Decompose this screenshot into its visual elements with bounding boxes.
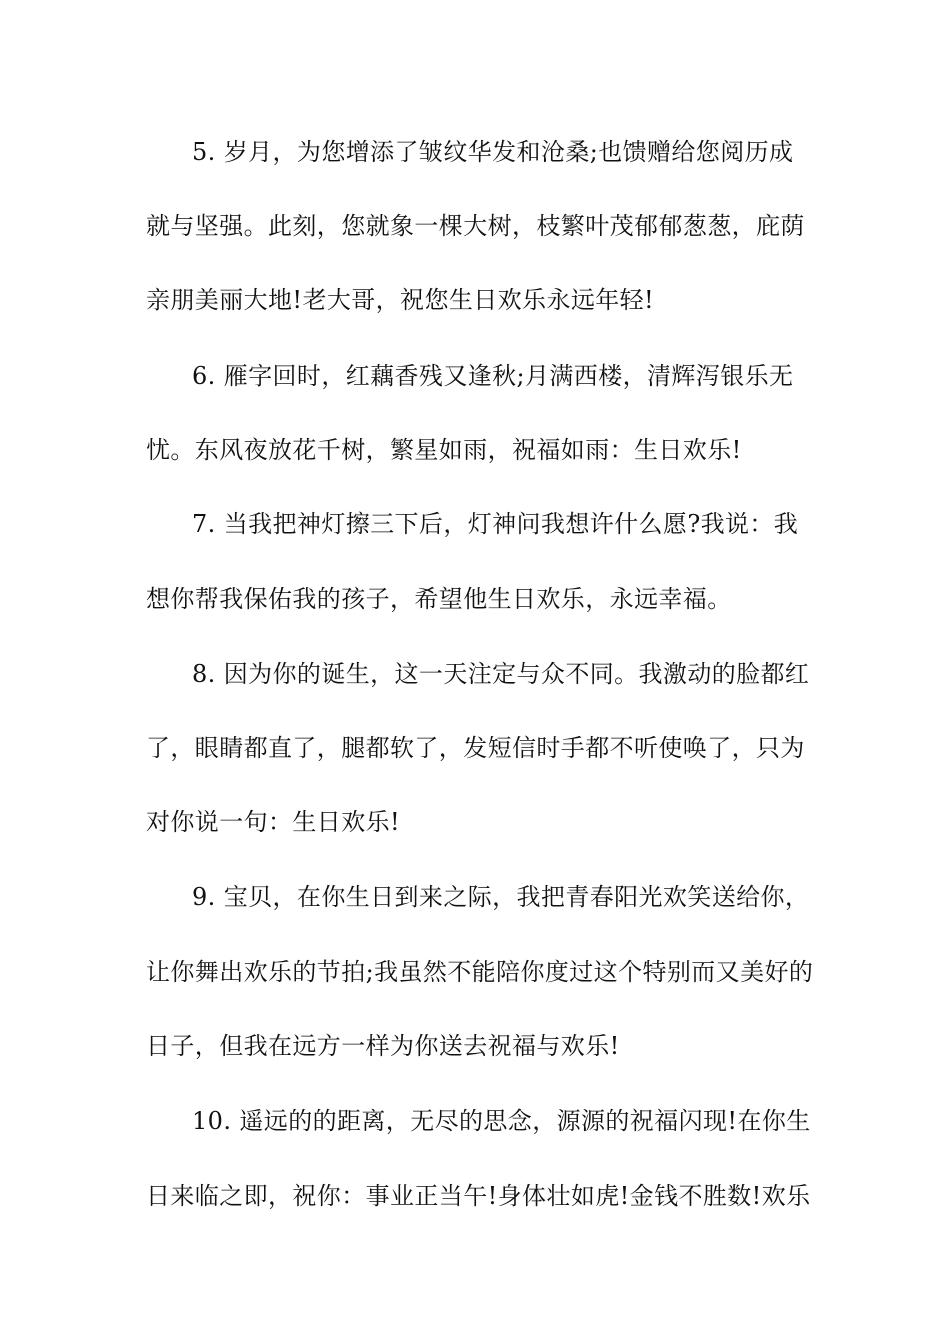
item-7-line-1: 7. 当我把神灯擦三下后，灯神问我想许什么愿?我说：我 (192, 510, 799, 538)
item-9-line-3: 日子，但我在远方一样为你送去祝福与欢乐! (146, 1032, 620, 1060)
item-6-line-2: 忧。东风夜放花千树，繁星如雨，祝福如雨：生日欢乐! (146, 436, 742, 464)
item-9-line-1: 9. 宝贝，在你生日到来之际，我把青春阳光欢笑送给你， (192, 883, 810, 911)
item-5-line-1: 5. 岁月，为您增添了皱纹华发和沧桑;也馈赠给您阅历成 (192, 138, 794, 166)
item-6-line-1: 6. 雁字回时，红藕香残又逢秋;月满西楼，清辉泻银乐无 (192, 362, 794, 390)
item-8-line-3: 对你说一句：生日欢乐! (146, 808, 401, 836)
item-10-line-1: 10. 遥远的的距离，无尽的思念，源源的祝福闪现!在你生 (192, 1107, 811, 1135)
item-10-line-2: 日来临之即，祝你：事业正当午!身体壮如虎!金钱不胜数!欢乐 (146, 1182, 811, 1210)
item-9-line-2: 让你舞出欢乐的节拍;我虽然不能陪你度过这个特别而又美好的 (146, 958, 814, 986)
item-8-line-2: 了，眼睛都直了，腿都软了，发短信时手都不听使唤了，只为 (146, 734, 805, 762)
item-5-line-2: 就与坚强。此刻，您就象一棵大树，枝繁叶茂郁郁葱葱，庇荫 (146, 212, 805, 240)
item-5-line-3: 亲朋美丽大地!老大哥，祝您生日欢乐永远年轻! (146, 286, 655, 314)
item-7-line-2: 想你帮我保佑我的孩子，希望他生日欢乐，永远幸福。 (146, 585, 732, 613)
item-8-line-1: 8. 因为你的诞生，这一天注定与众不同。我激动的脸都红 (192, 660, 810, 688)
